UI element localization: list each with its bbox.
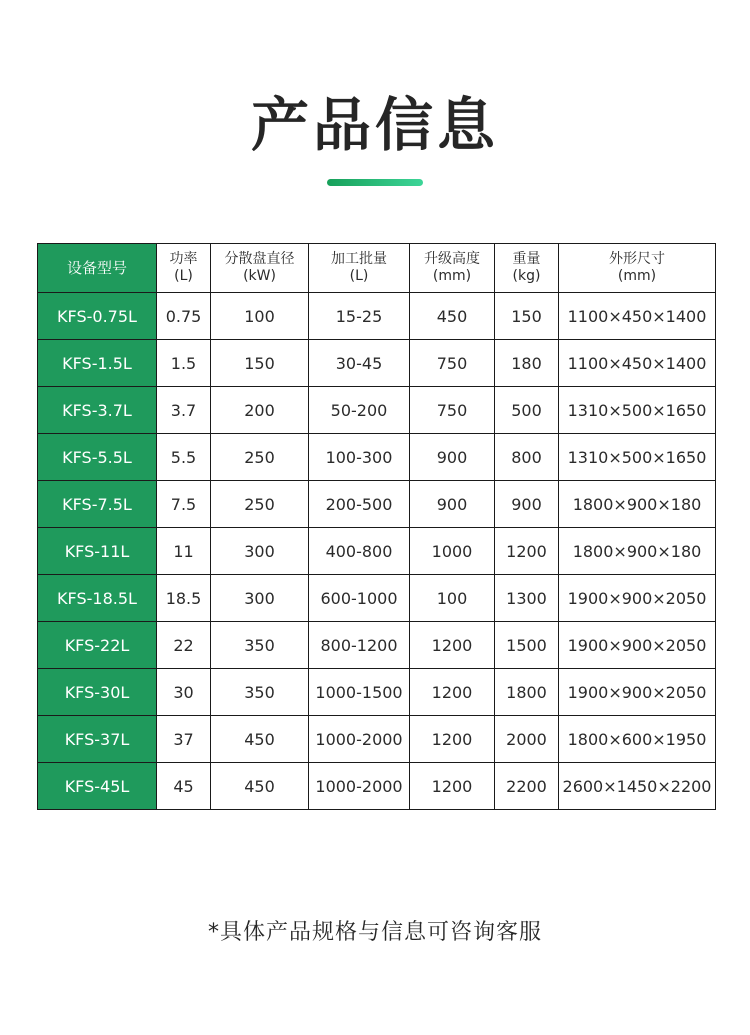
- disc-diameter-cell: 200: [211, 387, 309, 434]
- dimensions-cell: 1310×500×1650: [559, 434, 716, 481]
- table-row: [38, 481, 716, 528]
- weight-cell: 500: [495, 387, 559, 434]
- power-cell: 1.5: [157, 340, 211, 387]
- batch-cell: 400-800: [309, 528, 410, 575]
- header-weight: 重量 (kg): [495, 244, 559, 293]
- lift-height-cell: 1200: [410, 669, 495, 716]
- lift-height-cell: 900: [410, 434, 495, 481]
- batch-cell: 100-300: [309, 434, 410, 481]
- model-cell: KFS-0.75L: [38, 293, 157, 340]
- dimensions-cell: 1310×500×1650: [559, 387, 716, 434]
- table-row: [38, 669, 716, 716]
- dimensions-cell: 1900×900×2050: [559, 622, 716, 669]
- lift-height-cell: 750: [410, 340, 495, 387]
- batch-cell: 50-200: [309, 387, 410, 434]
- header-dimensions: 外形尺寸 (mm): [559, 244, 716, 293]
- header-power: 功率 (L): [157, 244, 211, 293]
- dimensions-cell: 1800×900×180: [559, 528, 716, 575]
- model-cell: KFS-7.5L: [38, 481, 157, 528]
- disc-diameter-cell: 150: [211, 340, 309, 387]
- lift-height-cell: 1200: [410, 763, 495, 810]
- model-cell: KFS-22L: [38, 622, 157, 669]
- model-cell: KFS-18.5L: [38, 575, 157, 622]
- lift-height-cell: 750: [410, 387, 495, 434]
- weight-cell: 1300: [495, 575, 559, 622]
- weight-cell: 2200: [495, 763, 559, 810]
- table-row: [38, 528, 716, 575]
- batch-cell: 30-45: [309, 340, 410, 387]
- model-cell: KFS-37L: [38, 716, 157, 763]
- disc-diameter-cell: 300: [211, 528, 309, 575]
- power-cell: 7.5: [157, 481, 211, 528]
- lift-height-cell: 1000: [410, 528, 495, 575]
- power-cell: 11: [157, 528, 211, 575]
- model-cell: KFS-45L: [38, 763, 157, 810]
- lift-height-cell: 450: [410, 293, 495, 340]
- batch-cell: 800-1200: [309, 622, 410, 669]
- header-disc-diameter: 分散盘直径 (kW): [211, 244, 309, 293]
- batch-cell: 1000-2000: [309, 716, 410, 763]
- weight-cell: 1800: [495, 669, 559, 716]
- dimensions-cell: 1100×450×1400: [559, 340, 716, 387]
- power-cell: 5.5: [157, 434, 211, 481]
- weight-cell: 800: [495, 434, 559, 481]
- table-row: [38, 387, 716, 434]
- batch-cell: 200-500: [309, 481, 410, 528]
- weight-cell: 2000: [495, 716, 559, 763]
- table-row: [38, 763, 716, 810]
- lift-height-cell: 1200: [410, 622, 495, 669]
- dimensions-cell: 1100×450×1400: [559, 293, 716, 340]
- power-cell: 37: [157, 716, 211, 763]
- power-cell: 0.75: [157, 293, 211, 340]
- disc-diameter-cell: 100: [211, 293, 309, 340]
- model-cell: KFS-3.7L: [38, 387, 157, 434]
- weight-cell: 180: [495, 340, 559, 387]
- disc-diameter-cell: 250: [211, 481, 309, 528]
- page-title: 产品信息: [250, 91, 499, 159]
- disc-diameter-cell: 300: [211, 575, 309, 622]
- batch-cell: 600-1000: [309, 575, 410, 622]
- title-underline-bar: [327, 179, 423, 186]
- lift-height-cell: 100: [410, 575, 495, 622]
- table-row: [38, 575, 716, 622]
- power-cell: 3.7: [157, 387, 211, 434]
- header-lift-height: 升级高度 (mm): [410, 244, 495, 293]
- table-row: [38, 716, 716, 763]
- model-cell: KFS-30L: [38, 669, 157, 716]
- weight-cell: 1200: [495, 528, 559, 575]
- header-batch: 加工批量 (L): [309, 244, 410, 293]
- footer-note: *具体产品规格与信息可咨询客服: [207, 920, 542, 945]
- dimensions-cell: 1900×900×2050: [559, 575, 716, 622]
- dimensions-cell: 1800×900×180: [559, 481, 716, 528]
- power-cell: 30: [157, 669, 211, 716]
- table-row: [38, 340, 716, 387]
- header-model: 设备型号: [38, 244, 157, 293]
- power-cell: 22: [157, 622, 211, 669]
- weight-cell: 1500: [495, 622, 559, 669]
- batch-cell: 1000-2000: [309, 763, 410, 810]
- dimensions-cell: 2600×1450×2200: [559, 763, 716, 810]
- table-header-row: [38, 244, 716, 293]
- spec-table: [37, 243, 716, 810]
- disc-diameter-cell: 450: [211, 716, 309, 763]
- lift-height-cell: 900: [410, 481, 495, 528]
- disc-diameter-cell: 350: [211, 669, 309, 716]
- weight-cell: 150: [495, 293, 559, 340]
- dimensions-cell: 1900×900×2050: [559, 669, 716, 716]
- dimensions-cell: 1800×600×1950: [559, 716, 716, 763]
- disc-diameter-cell: 450: [211, 763, 309, 810]
- model-cell: KFS-5.5L: [38, 434, 157, 481]
- model-cell: KFS-1.5L: [38, 340, 157, 387]
- disc-diameter-cell: 350: [211, 622, 309, 669]
- table-row: [38, 293, 716, 340]
- table-row: [38, 434, 716, 481]
- weight-cell: 900: [495, 481, 559, 528]
- lift-height-cell: 1200: [410, 716, 495, 763]
- model-cell: KFS-11L: [38, 528, 157, 575]
- disc-diameter-cell: 250: [211, 434, 309, 481]
- power-cell: 18.5: [157, 575, 211, 622]
- batch-cell: 1000-1500: [309, 669, 410, 716]
- power-cell: 45: [157, 763, 211, 810]
- batch-cell: 15-25: [309, 293, 410, 340]
- table-row: [38, 622, 716, 669]
